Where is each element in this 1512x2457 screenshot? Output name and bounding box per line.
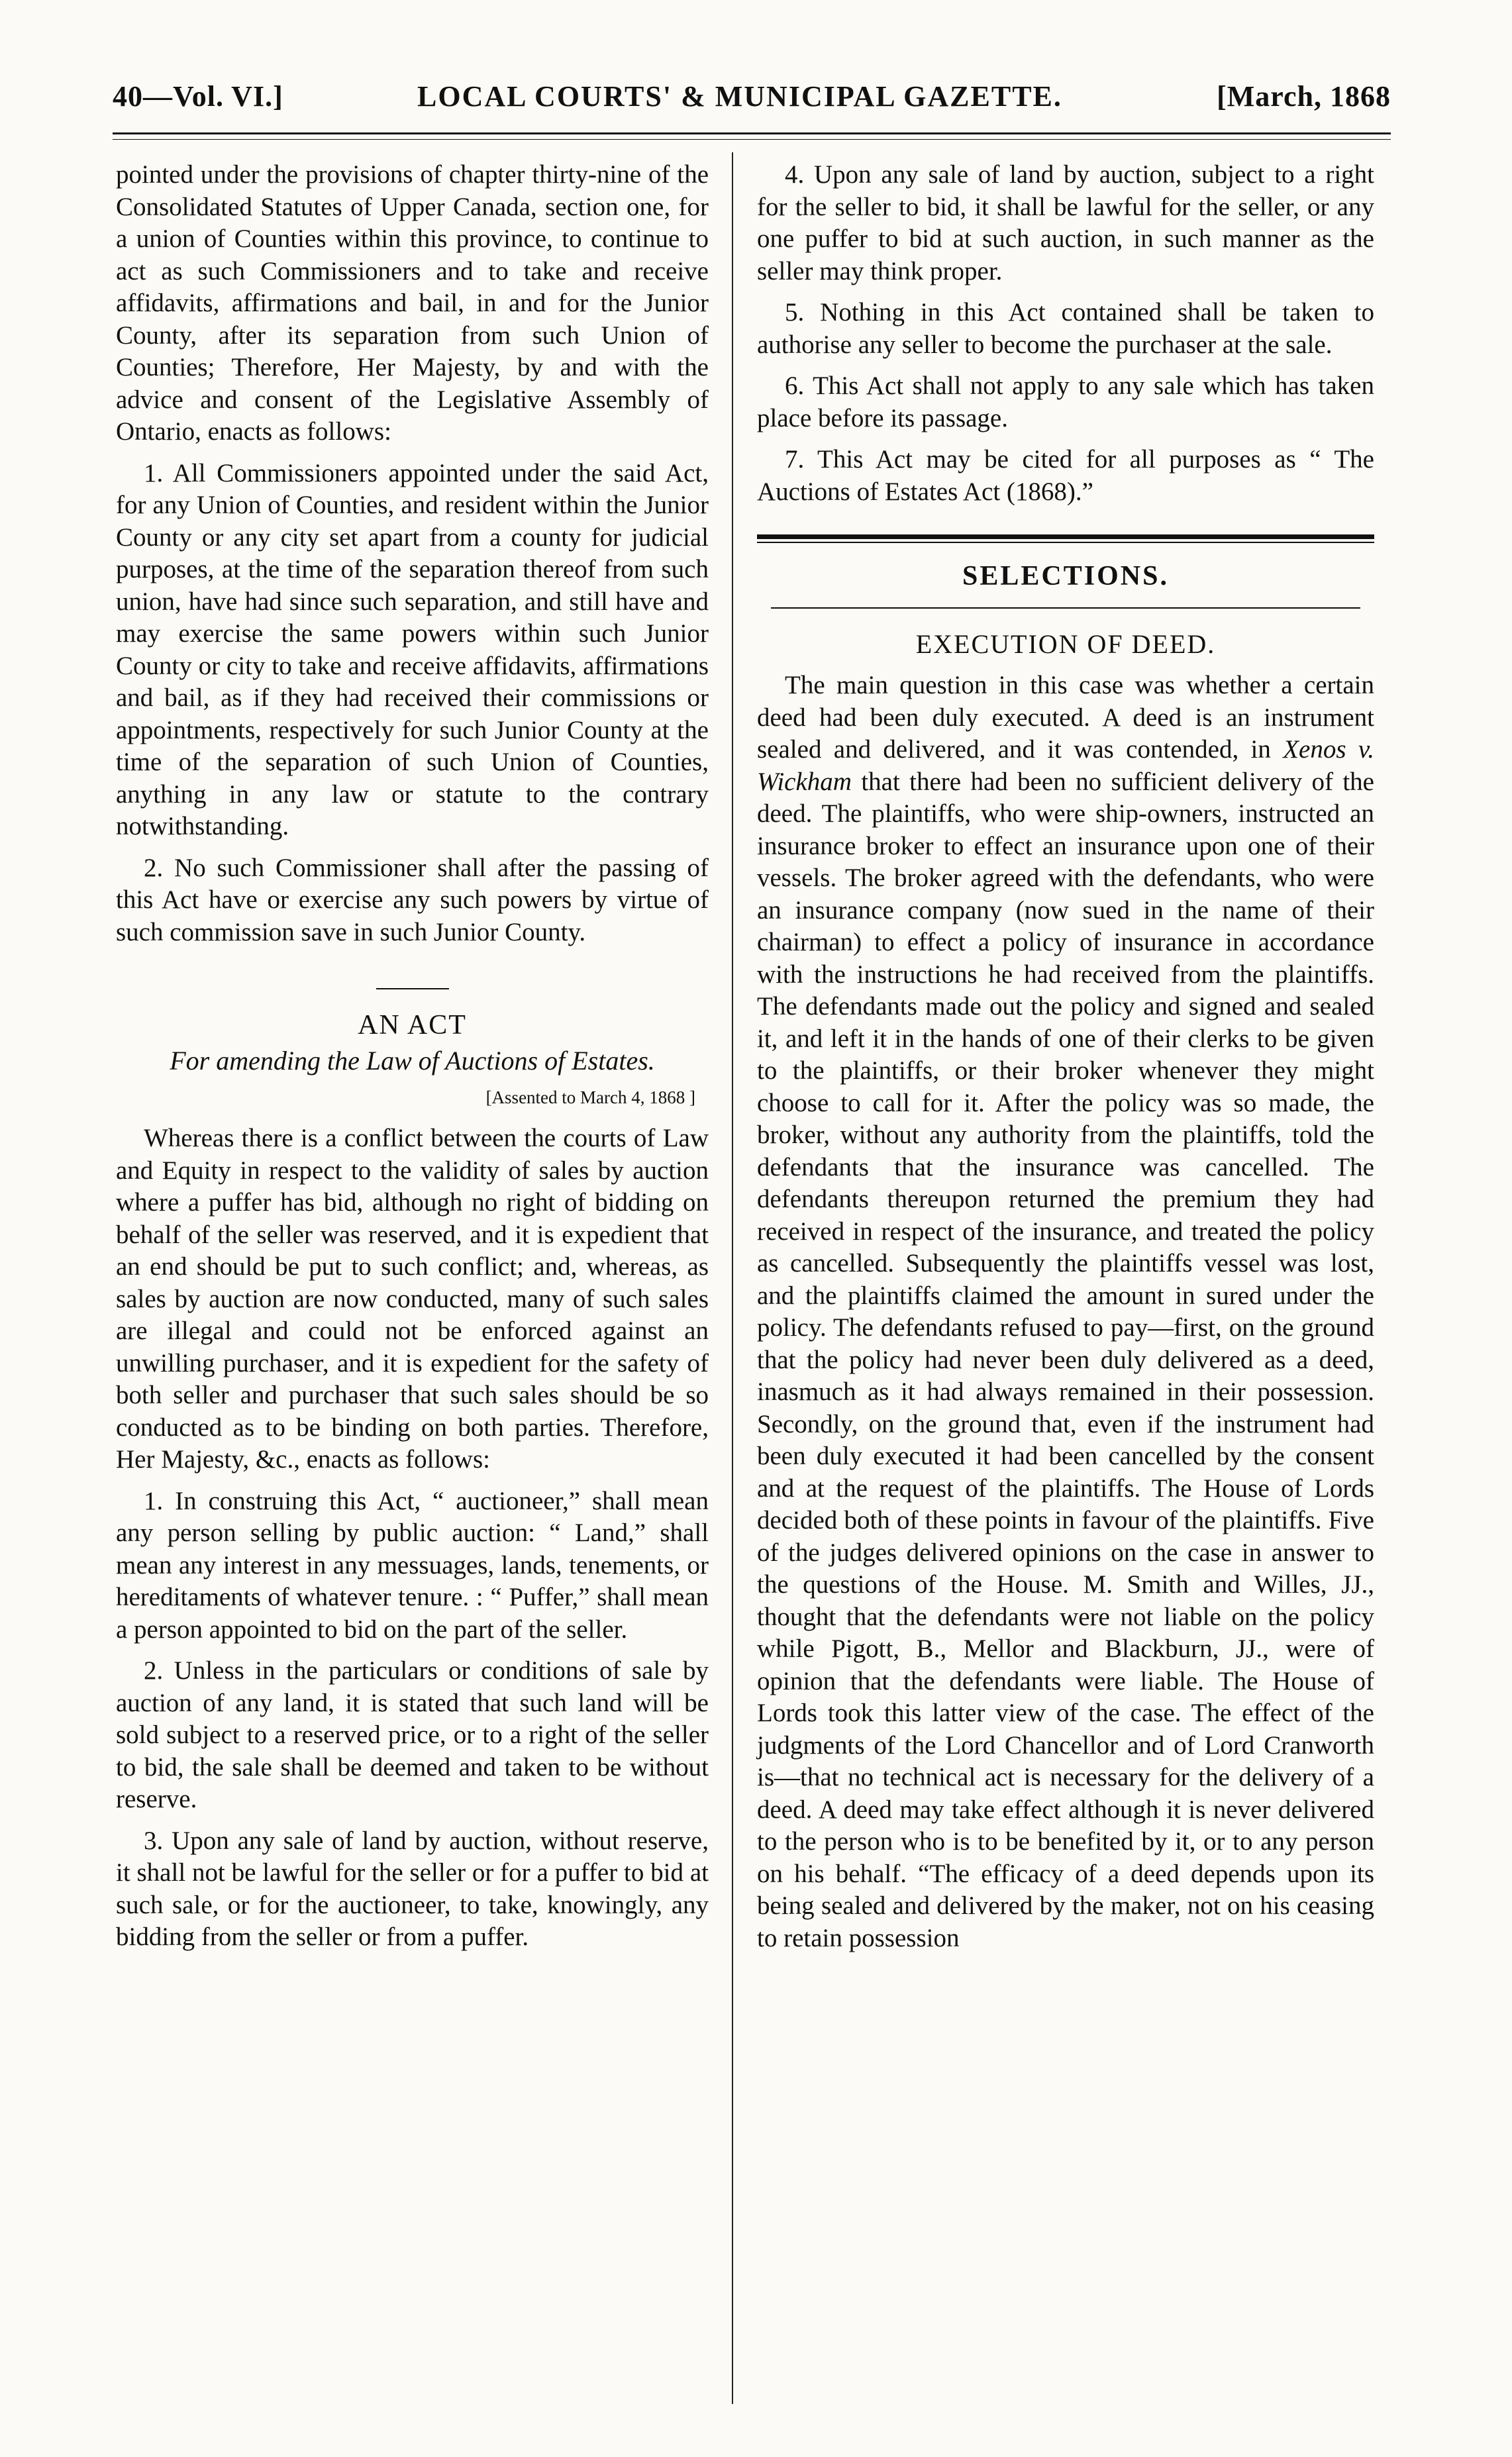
continued-paragraph: pointed under the provisions of chapter thirty-nine of the Consolidated Statutes of Upper Canada, section one, for a union of Counties within this province, to continue to act as such Commissioners and to take and receive affidavits, affirmations and bail, in and for the Junior County, after its separation from such Union of Counties; Therefore, Her Majesty, by and with the advice and consent of the Legislative Assembly of Ontario, enacts as follows: bbox=[116, 160, 709, 446]
header-rule-thin bbox=[113, 139, 1391, 140]
act-section-6: 6. This Act shall not apply to any sale which has taken place before its passage. bbox=[757, 372, 1374, 432]
article-title: EXECUTION OF DEED. bbox=[915, 628, 1216, 659]
section-2: 2. No such Commissioner shall after the passing of this Act have or exercise any such powers by virtue of such commission save in such Junior County. bbox=[116, 853, 709, 946]
column-divider bbox=[732, 152, 733, 2404]
right-column bbox=[757, 159, 1374, 1964]
act-title: AN ACT bbox=[358, 1010, 467, 1040]
section-heading-rule bbox=[771, 607, 1360, 609]
article-text-rest: that there had been no sufficient delivery of the deed. The plaintiffs, who were ship-owners, instructed an insurance broker to effect an insurance upon one of their vessels. The broker agreed with the defendants, who were an insurance company (now sued in the name of their chairman) to effect a policy of insurance in accordance with the instructions he had received from the plaintiffs. The defendants made out the policy and signed and sealed it, and left it in the hands of one of their clerks to be given to the plaintiffs, or their broker whenever they might choose to call for it. After the policy was so made, the broker, without any authority from the plaintiffs, told the defendants that the insurance was cancelled. The defendants thereupon returned the premium they had received in respect of the insurance, and treated the policy as cancelled. Subsequently the plaintiffs vessel was lost, and the plaintiffs claimed the amount in sured under the policy. The defendants refused to pay—first, on the ground that the policy had never been duly delivered as a deed, inasmuch as it had always remained in their possession. Secondly, on the ground that, even if the instrument had been duly executed it had been cancelled by the consent and at the request of the plaintiffs. The House of Lords decided both of these points in favour of the plaintiffs. Five of the judges delivered opinions on the case in answer to the questions of the House. M. Smith and Willes, JJ., thought that the defendants were not liable on the policy while Pigott, B., Mellor and Blackburn, JJ., were of opinion that the defendants were liable. The House of Lords took this latter view of the case. The effect of the judgments of the Lord Chancellor and of Lord Cranworth is—that no technical act is necessary for the delivery of a deed. A deed may take effect although it is never delivered to the person who is to be benefited by it, or to any person on his behalf. “The efficacy of a deed depends upon its being sealed and delivered by the maker, not on his ceasing to retain possession bbox=[757, 767, 1374, 1952]
section-rule-thin bbox=[757, 542, 1374, 543]
publication-title: LOCAL COURTS' & MUNICIPAL GAZETTE. bbox=[417, 80, 1062, 113]
section-heading: SELECTIONS. bbox=[962, 561, 1169, 591]
act-section-5: 5. Nothing in this Act contained shall be taken to authorise any seller to become the purchaser at the sale. bbox=[757, 298, 1374, 359]
separator-rule bbox=[376, 988, 449, 989]
header-rule bbox=[113, 132, 1391, 134]
left-column bbox=[116, 159, 709, 1963]
section-1: 1. All Commissioners appointed under the said Act, for any Union of Counties, and resident within the Junior County or any city set apart from a county for judicial purposes, at the time of the separation thereof from such union, have had since such separation, and still have and may exercise the same powers within such Junior County or city to take and receive affidavits, affirmations and bail, as if they had received their commissions or appointments, respectively for such Junior County at the time of the separation of such Union of Counties, anything in any law or statute to the contrary notwithstanding. bbox=[116, 458, 709, 840]
act-section-3: 3. Upon any sale of land by auction, without reserve, it shall not be lawful for the seller or for a puffer to bid at such sale, or for the auctioneer, to take, knowingly, any bidding from the seller or from a puffer. bbox=[116, 1826, 709, 1951]
page-volume-label: 40—Vol. VI.] bbox=[113, 80, 283, 113]
case-name: Xenos v. Wickham bbox=[757, 735, 1374, 796]
act-section-1: 1. In construing this Act, “ auctioneer,” shall mean any person selling by public auction: “ Land,” shall mean any interest in any messuages, lands, tenements, or hereditaments of whatever tenure. : “ Puffer,” shall mean a person appointed to bid on the part of the seller. bbox=[116, 1486, 709, 1644]
article-body bbox=[757, 670, 1374, 1954]
act-section-7: 7. This Act may be cited for all purposes as “ The Auctions of Estates Act (1868).” bbox=[757, 445, 1374, 506]
section-rule-thick bbox=[757, 534, 1374, 539]
act-subtitle: For amending the Law of Auctions of Estates. bbox=[170, 1045, 655, 1076]
running-header bbox=[113, 79, 1391, 132]
act-section-2: 2. Unless in the particulars or conditions of sale by auction of any land, it is stated that such land will be sold subject to a reserved price, or to a right of the seller to bid, the sale shall be deemed and taken to be without reserve. bbox=[116, 1656, 709, 1813]
article-text-start: The main question in this case was whether a certain deed had been duly executed. A deed is an instrument sealed and delivered, and it was contended, in bbox=[757, 671, 1374, 764]
issue-date: [March, 1868 bbox=[1217, 80, 1391, 113]
act-section-4: 4. Upon any sale of land by auction, subject to a right for the seller to bid, it shall be lawful for the seller, or any one puffer to bid at such auction, in such manner as the seller may think proper. bbox=[757, 160, 1374, 285]
preamble: Whereas there is a conflict between the courts of Law and Equity in respect to the validity of sales by auction where a puffer has bid, although no right of bidding on behalf of the seller was reserved, and it is expedient that an end should be put to such conflict; and, whereas, as sales by auction are now conducted, many of such sales are illegal and could not be enforced against an unwilling purchaser, and it is expedient for the safety of both seller and purchaser that such sales should be so conducted as to be binding on both parties. Therefore, Her Majesty, &c., enacts as follows: bbox=[116, 1124, 709, 1474]
assent-date: [Assented to March 4, 1868 ] bbox=[485, 1087, 695, 1107]
